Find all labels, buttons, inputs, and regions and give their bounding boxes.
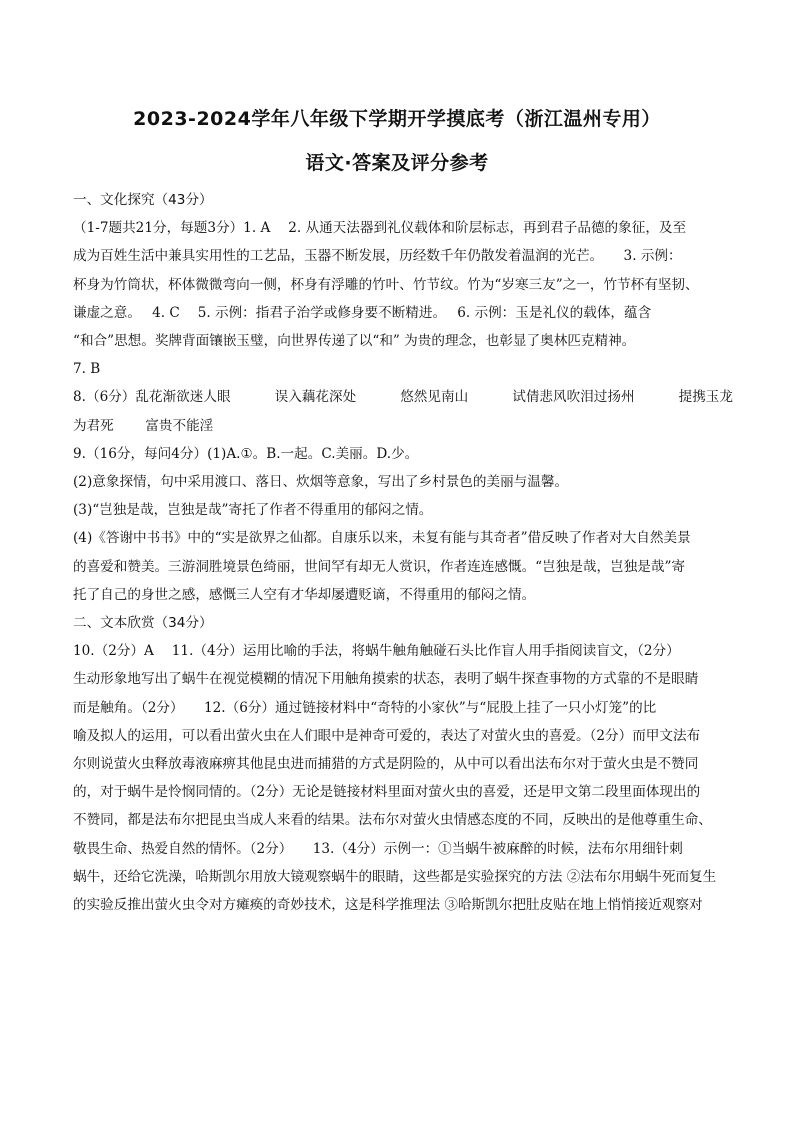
document-subtitle: 语文·答案及评分参考 — [305, 152, 489, 174]
section-heading-text: 二、文本欣赏（34分） — [73, 615, 213, 632]
text-line: 7. B — [73, 361, 101, 378]
text-line: 谦虚之意。 4. C 5. 示例：指君子治学或修身要不断精进。 6. 示例：玉是礼仪的载体，蕴含 — [73, 304, 652, 321]
text-line: 尔则说萤火虫释放毒液麻痹其他昆虫进而捕猎的方式是阴险的，从中可以看出法布尔对于萤火虫是不赞同 — [73, 756, 699, 773]
text-line: 不赞同，都是法布尔把昆虫当成人来看的结果。法布尔对萤火虫情感态度的不同，反映出的是他尊重生命、 — [73, 812, 712, 829]
text-line: “和合”思想。奖牌背面镶嵌玉璧，向世界传递了以“和” 为贵的理念，也彰显了奥林匹克精神。 — [73, 333, 636, 350]
text-line: (4)《答谢中书书》中的“实是欲界之仙都。自康乐以来，未复有能与其奇者”借反映了作者对大自然美景 — [73, 530, 691, 547]
text-line: 的实验反推出萤火虫令对方瘫痪的奇妙技术，这是科学推理法 ③哈斯凯尔把肚皮贴在地上悄悄接近观察对 — [73, 897, 703, 914]
text-line: 的，对于蜗牛是怜悯同情的。（2分）无论是链接材料里面对萤火虫的喜爱，还是甲文第二段里面体现出的 — [73, 784, 701, 801]
text-line: 为君死 富贵不能淫 — [73, 417, 214, 434]
text-line: 敬畏生命、热爱自然的情怀。（2分） 13.（4分）示例一：①当蜗牛被麻醉的时候，法布尔用细针刺 — [73, 840, 683, 857]
text-line: 杯身为竹筒状，杯体微微弯向一侧，杯身有浮雕的竹叶、竹节纹。竹为“岁寒三友”之一，竹节杯有坚韧、 — [73, 276, 699, 293]
q8-item: 悠然见南山 — [400, 389, 469, 406]
text-line: 蜗牛，还给它洗澡，哈斯凯尔用放大镜观察蜗牛的眼睛，这些都是实验探究的方法 ②法布尔用蜗牛死而复生 — [73, 868, 717, 885]
q8-item: 误入藕花深处 — [274, 389, 357, 406]
text-line: (2)意象探情，句中采用渡口、落日、炊烟等意象，写出了乡村景色的美丽与温馨。 — [73, 474, 569, 491]
text-line: 而是触角。（2分） 12.（6分）通过链接材料中“奇特的小家伙”与“屁股上挂了一只小灯笼”的比 — [73, 699, 657, 716]
text-line: (3)“岂独是哉，岂独是哉”寄托了作者不得重用的郁闷之情。 — [73, 502, 433, 519]
document-title: 2023-2024学年八年级下学期开学摸底考（浙江温州专用） — [133, 108, 661, 130]
answer-body — [73, 186, 733, 919]
q8-item: 提携玉龙 — [678, 389, 733, 406]
q8-prefix: 8.（6分）乱花渐欲迷人眼 — [73, 389, 231, 406]
section-heading-culture: 一、文化探究（43分） — [73, 192, 213, 208]
text-line: 生动形象地写出了蜗牛在视觉模糊的情况下用触角摸索的状态，表明了蜗牛探查事物的方式靠的不是眼睛 — [73, 671, 699, 688]
text-line: 10.（2分）A 11.（4分）运用比喻的手法，将蜗牛触角触碰石头比作盲人用手指阅读盲文，（2分） — [73, 643, 680, 660]
text-line: 成为百姓生活中兼具实用性的工艺品，玉器不断发展，历经数千年仍散发着温润的光芒。 3. 示例： — [73, 248, 682, 265]
text-line: 的喜爱和赞美。三游洞胜境景色绮丽，世间罕有却无人赏识，作者连连感慨。“岂独是哉，岂独是哉”寄 — [73, 558, 686, 575]
text-line: 喻及拟人的运用，可以看出萤火虫在人们眼中是神奇可爱的，表达了对萤火虫的喜爱。（2分）而甲文法布 — [73, 727, 701, 744]
text-line: 托了自己的身世之感，感慨三人空有才华却屡遭贬谪，不得重用的郁闷之情。 — [73, 586, 536, 603]
q8-item: 试倩悲风吹泪过扬州 — [512, 389, 635, 406]
text-line: （1-7题共21分，每题3分）1. A 2. 从通天法器到礼仪载体和阶层标志，再到君子品德的象征，及至 — [73, 220, 687, 237]
q8-answer-row — [73, 383, 733, 411]
text-line: 9.（16分，每问4分）(1)A.①。B.一起。C.美丽。D.少。 — [73, 445, 419, 462]
